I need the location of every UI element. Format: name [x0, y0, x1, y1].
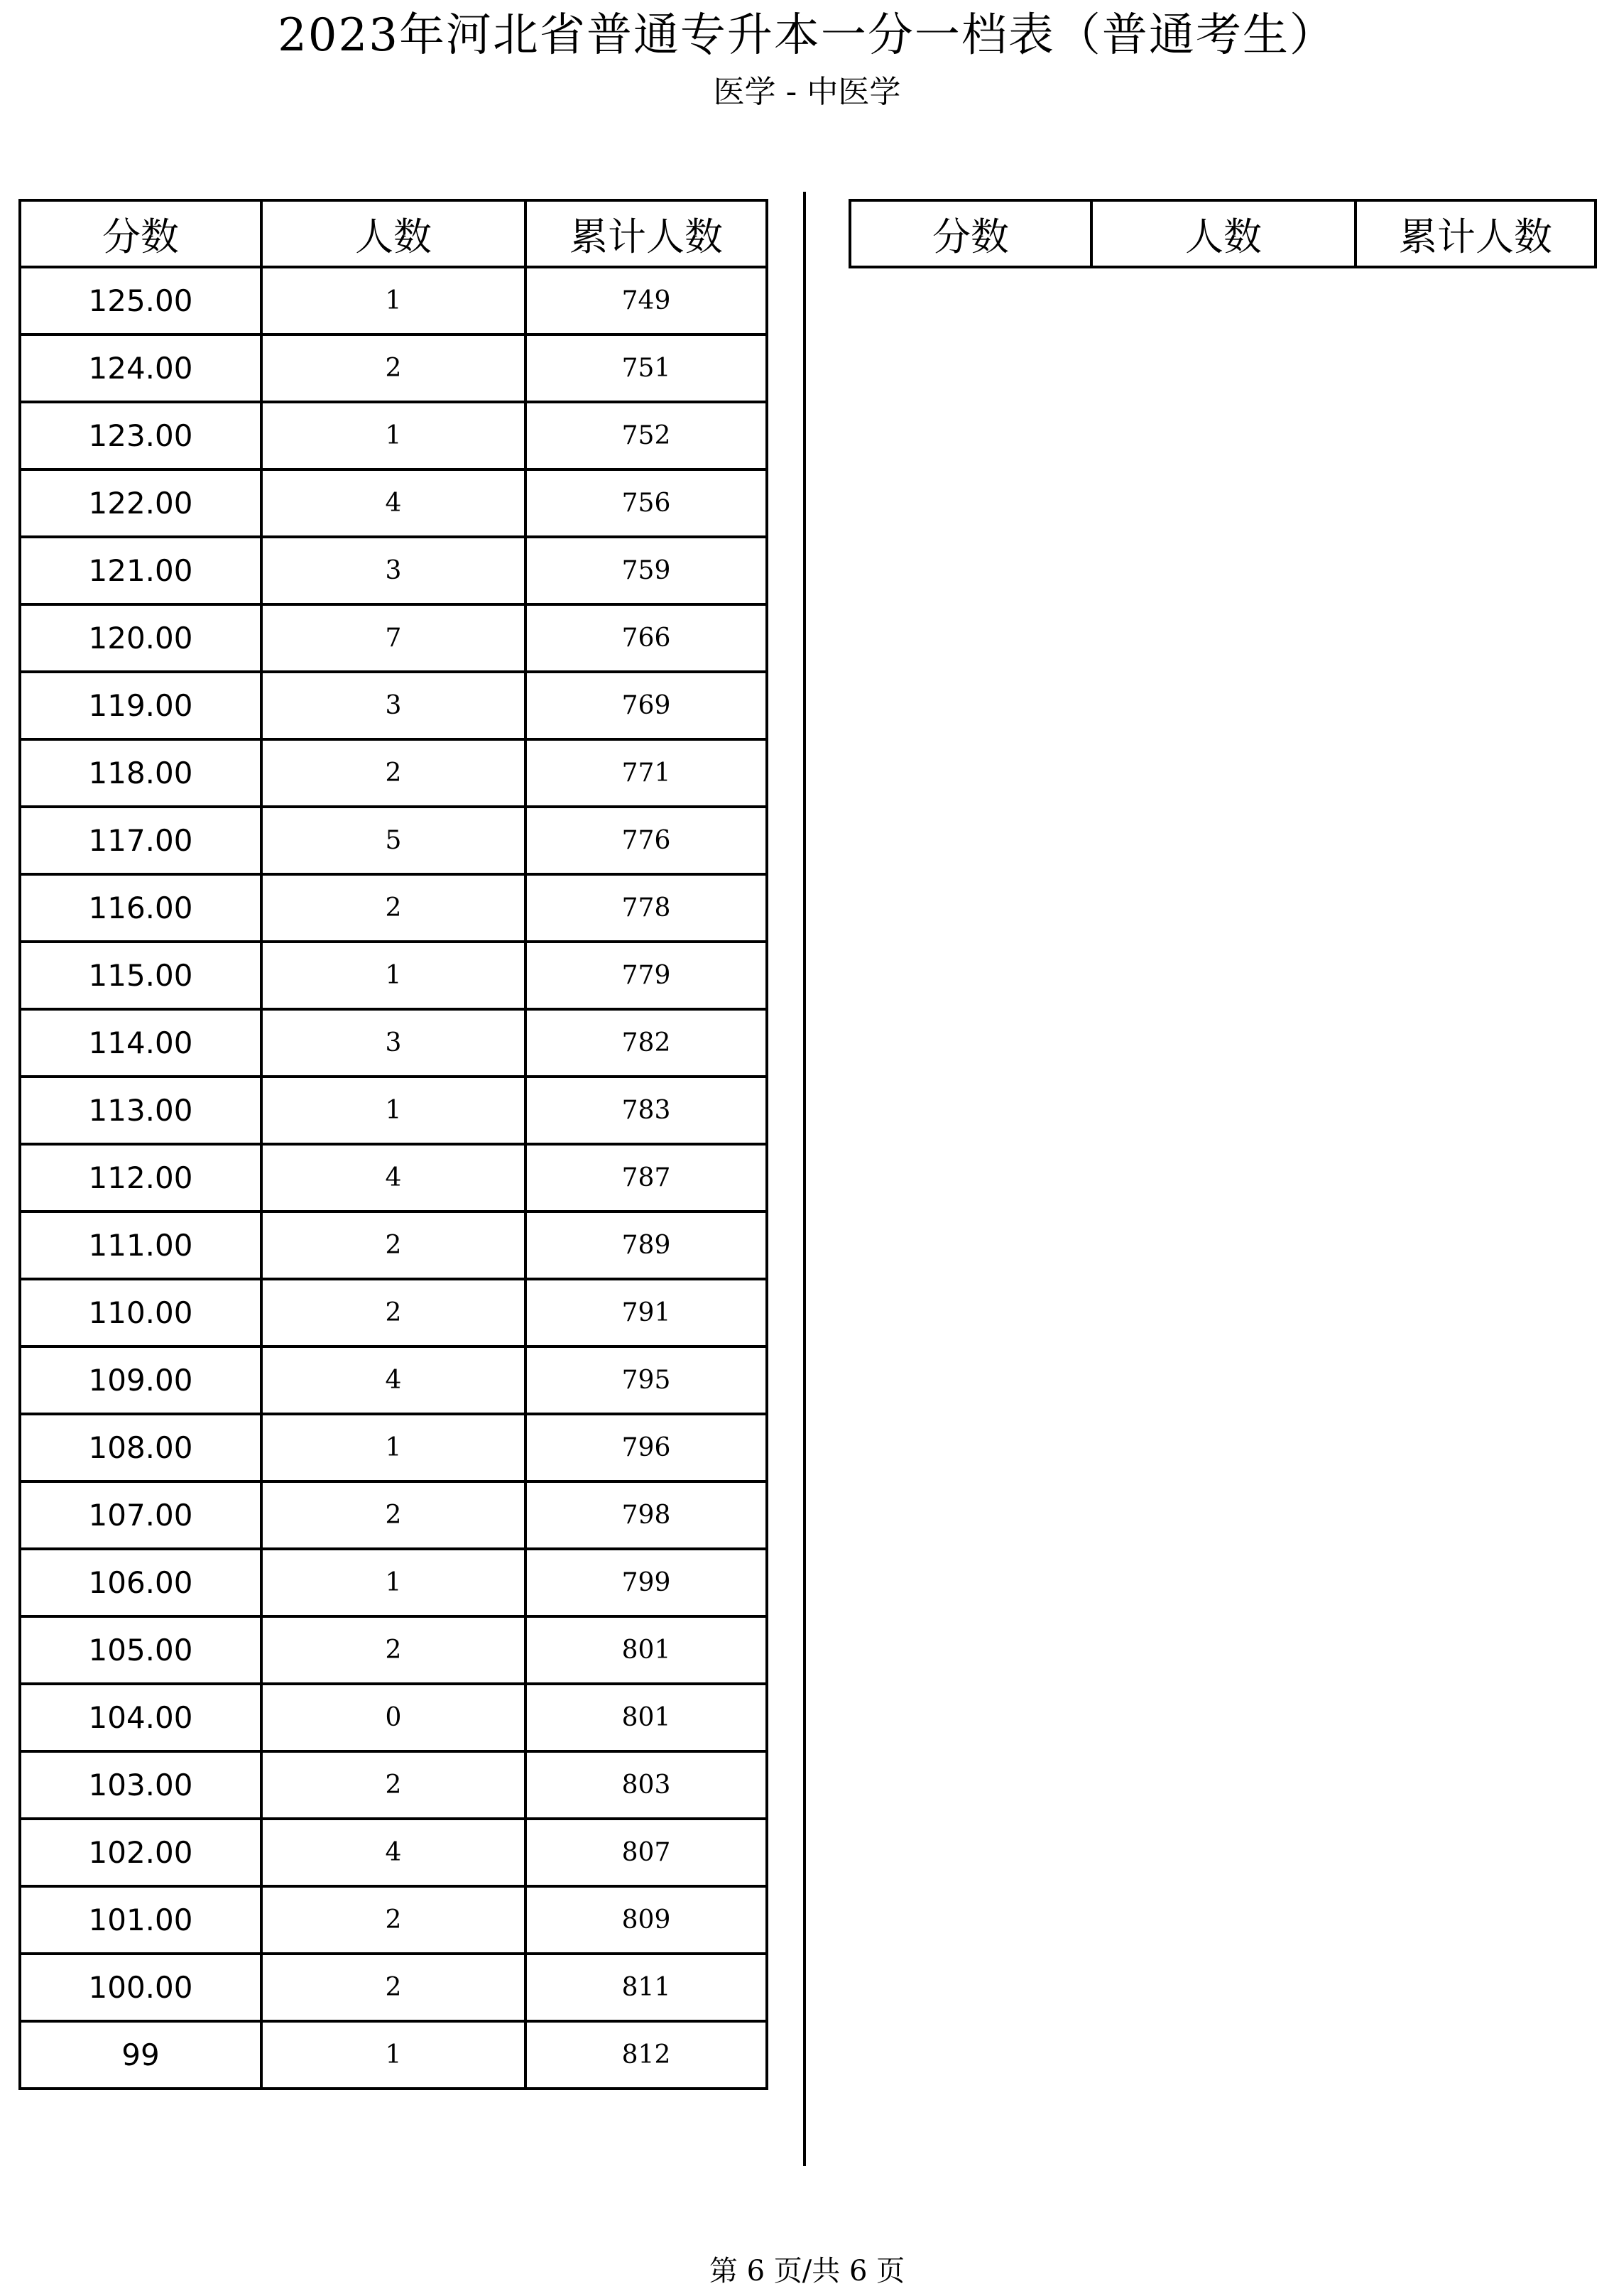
table-row: [20, 942, 767, 1009]
score-cell: 118.00: [20, 739, 261, 807]
table-row: [20, 1414, 767, 1481]
table-row: [20, 2021, 767, 2089]
score-cell: 100.00: [20, 1954, 261, 2021]
cumulative-cell: 811: [525, 1954, 767, 2021]
cumulative-cell: 766: [525, 604, 767, 672]
score-cell: 108.00: [20, 1414, 261, 1481]
page-title: 2023年河北省普通专升本一分一档表（普通考生）: [278, 9, 1336, 62]
score-cell: 112.00: [20, 1144, 261, 1212]
score-table-right: [849, 199, 1597, 268]
cumulative-cell: 751: [525, 334, 767, 402]
score-table-left: [18, 199, 768, 2090]
column-header-score: 分数: [20, 200, 261, 267]
cumulative-cell: 807: [525, 1819, 767, 1886]
table-header-row: [850, 200, 1596, 267]
score-cell: 119.00: [20, 672, 261, 739]
cumulative-cell: 787: [525, 1144, 767, 1212]
score-cell: 114.00: [20, 1009, 261, 1077]
score-cell: 122.00: [20, 469, 261, 537]
table-row: [20, 402, 767, 469]
count-cell: 2: [261, 1886, 525, 1954]
score-cell: 124.00: [20, 334, 261, 402]
score-cell: 121.00: [20, 537, 261, 604]
cumulative-cell: 796: [525, 1414, 767, 1481]
table-row: [20, 874, 767, 942]
score-cell: 113.00: [20, 1077, 261, 1144]
table-row: [20, 1009, 767, 1077]
count-cell: 3: [261, 672, 525, 739]
column-header-cumulative: 累计人数: [1356, 200, 1596, 267]
score-cell: 116.00: [20, 874, 261, 942]
table-row: [20, 739, 767, 807]
score-cell: 106.00: [20, 1549, 261, 1616]
cumulative-cell: 812: [525, 2021, 767, 2089]
cumulative-cell: 778: [525, 874, 767, 942]
count-cell: 1: [261, 2021, 525, 2089]
table-row: [20, 1616, 767, 1684]
cumulative-cell: 799: [525, 1549, 767, 1616]
count-cell: 4: [261, 469, 525, 537]
count-cell: 4: [261, 1144, 525, 1212]
count-cell: 2: [261, 1954, 525, 2021]
count-cell: 4: [261, 1346, 525, 1414]
cumulative-cell: 782: [525, 1009, 767, 1077]
cumulative-cell: 809: [525, 1886, 767, 1954]
count-cell: 1: [261, 267, 525, 334]
count-cell: 1: [261, 1077, 525, 1144]
table-row: [20, 1279, 767, 1346]
table-row: [20, 267, 767, 334]
count-cell: 1: [261, 1414, 525, 1481]
count-cell: 7: [261, 604, 525, 672]
count-cell: 2: [261, 1212, 525, 1279]
table-header-row: [20, 200, 767, 267]
count-cell: 0: [261, 1684, 525, 1751]
cumulative-cell: 759: [525, 537, 767, 604]
score-cell: 123.00: [20, 402, 261, 469]
column-divider: [803, 192, 806, 2166]
column-header-count: 人数: [261, 200, 525, 267]
count-cell: 2: [261, 739, 525, 807]
table-row: [20, 537, 767, 604]
count-cell: 2: [261, 1616, 525, 1684]
column-header-score: 分数: [850, 200, 1091, 267]
cumulative-cell: 803: [525, 1751, 767, 1819]
score-cell: 111.00: [20, 1212, 261, 1279]
table-row: [20, 1819, 767, 1886]
table-row: [20, 1954, 767, 2021]
table-row: [20, 1212, 767, 1279]
table-row: [20, 469, 767, 537]
cumulative-cell: 769: [525, 672, 767, 739]
cumulative-cell: 801: [525, 1616, 767, 1684]
count-cell: 4: [261, 1819, 525, 1886]
score-cell: 125.00: [20, 267, 261, 334]
score-cell: 105.00: [20, 1616, 261, 1684]
column-header-count: 人数: [1091, 200, 1356, 267]
cumulative-cell: 776: [525, 807, 767, 874]
score-cell: 110.00: [20, 1279, 261, 1346]
cumulative-cell: 783: [525, 1077, 767, 1144]
score-cell: 104.00: [20, 1684, 261, 1751]
count-cell: 1: [261, 402, 525, 469]
table-row: [20, 604, 767, 672]
table-row: [20, 1481, 767, 1549]
score-cell: 99: [20, 2021, 261, 2089]
table-row: [20, 1886, 767, 1954]
count-cell: 1: [261, 1549, 525, 1616]
count-cell: 2: [261, 1751, 525, 1819]
table-row: [20, 807, 767, 874]
count-cell: 3: [261, 1009, 525, 1077]
cumulative-cell: 789: [525, 1212, 767, 1279]
table-row: [20, 672, 767, 739]
table-row: [20, 1751, 767, 1819]
score-cell: 117.00: [20, 807, 261, 874]
table-row: [20, 334, 767, 402]
column-header-cumulative: 累计人数: [525, 200, 767, 267]
score-cell: 107.00: [20, 1481, 261, 1549]
table-row: [20, 1549, 767, 1616]
count-cell: 2: [261, 334, 525, 402]
score-cell: 109.00: [20, 1346, 261, 1414]
cumulative-cell: 752: [525, 402, 767, 469]
cumulative-cell: 795: [525, 1346, 767, 1414]
score-cell: 120.00: [20, 604, 261, 672]
table-row: [20, 1144, 767, 1212]
table-row: [20, 1684, 767, 1751]
count-cell: 3: [261, 537, 525, 604]
score-cell: 102.00: [20, 1819, 261, 1886]
table-row: [20, 1077, 767, 1144]
count-cell: 2: [261, 874, 525, 942]
page-number: 第 6 页/共 6 页: [709, 2255, 905, 2287]
cumulative-cell: 771: [525, 739, 767, 807]
score-cell: 103.00: [20, 1751, 261, 1819]
cumulative-cell: 756: [525, 469, 767, 537]
count-cell: 1: [261, 942, 525, 1009]
table-body: [20, 267, 767, 2089]
cumulative-cell: 779: [525, 942, 767, 1009]
cumulative-cell: 791: [525, 1279, 767, 1346]
count-cell: 5: [261, 807, 525, 874]
cumulative-cell: 798: [525, 1481, 767, 1549]
count-cell: 2: [261, 1481, 525, 1549]
cumulative-cell: 749: [525, 267, 767, 334]
page-subtitle: 医学 - 中医学: [713, 74, 901, 110]
table-row: [20, 1346, 767, 1414]
cumulative-cell: 801: [525, 1684, 767, 1751]
score-cell: 115.00: [20, 942, 261, 1009]
score-cell: 101.00: [20, 1886, 261, 1954]
count-cell: 2: [261, 1279, 525, 1346]
